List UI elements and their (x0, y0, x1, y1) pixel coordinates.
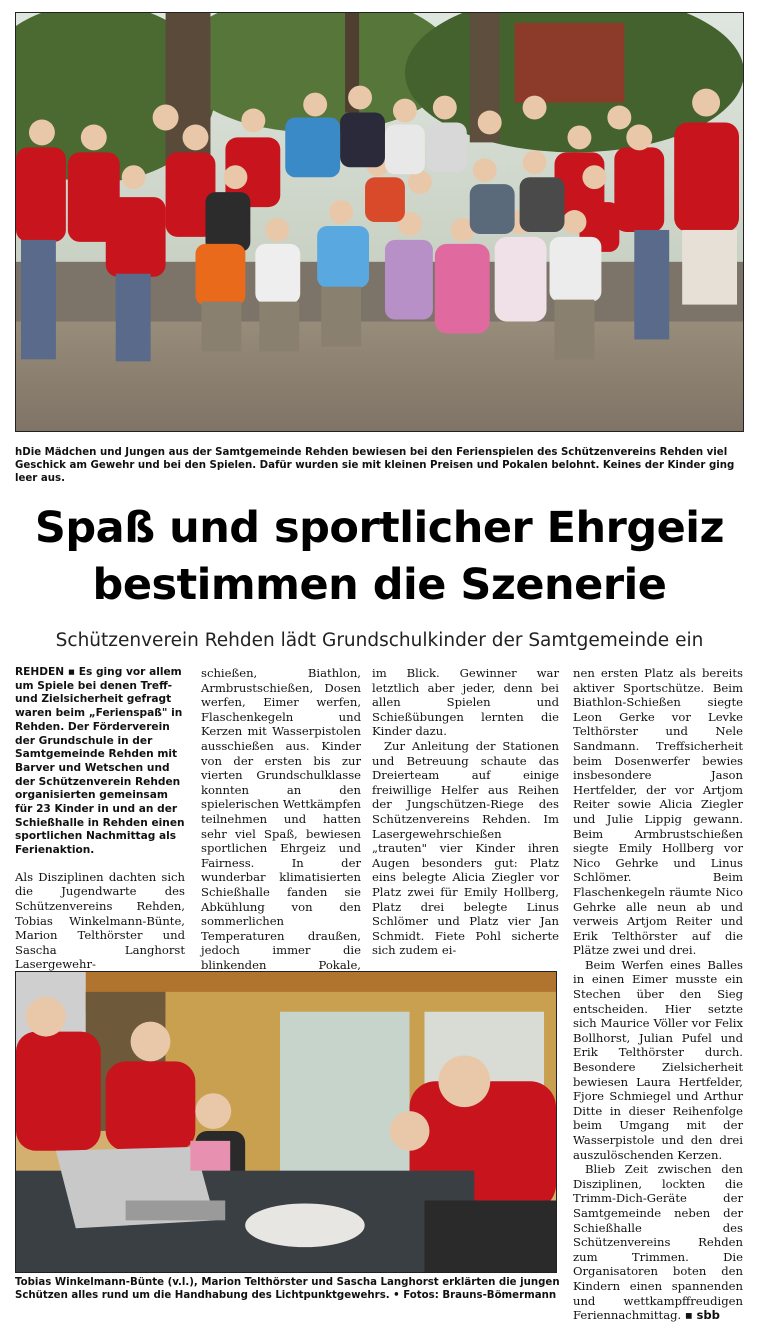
paragraph-1-continued: schießen, Biathlon, Armbrustschießen, Dosen werfen, Eimer werfen, Flaschenkegeln und Kerzen mit Wasserpistolen ausschießen aus. Kinder von der ersten bis zur vierten Grundschulklasse konnten an den spielerischen Wettkämpfen teilnehmen und hatten sehr viel Spaß, bewiesen sportlichen Ehrgeiz und Fairness. In der wunderbar klimatisierten Schießhalle fanden sie Abkühlung von den sommerlichen Temperaturen draußen, jedoch immer die blinkenden Pokale, (201, 666, 361, 972)
lead-text: Es ging vor allem um Spiele bei denen Treff- und Zielsicherheit gefragt waren beim „Ferienspaß" in Rehden. Der Förderverein der Grundschule in der Samtgemeinde Rehden mit Barver und Wetschen und der Schützenverein Rehden organisierten gemeinsam für 23 Kinder in und an der Schießhalle in Rehden einen sportlichen Nachmittag als Ferienaktion. (15, 666, 185, 857)
article-column-3 (372, 666, 559, 958)
paragraph-1: Als Disziplinen dachten sich die Jugendwarte des Schützenvereins Rehden, Tobias Winkelmann-Bünte, Marion Telthörster und Sascha Langhorst Lasergewehr- (15, 869, 185, 972)
group-photo (15, 12, 744, 432)
paragraph-4: Blieb Zeit zwischen den Disziplinen, lockten die Trimm-Dich-Geräte der Samtgemeinde neben der Schießhalle des Schützenvereins Rehden zum Trimmen. Die Organisatoren boten den Kindern einen spannenden und wettkampffreudigen Feriennachmittag. ▪ sbb (573, 1162, 743, 1323)
article-column-2 (201, 666, 361, 1002)
article-column-1 (15, 666, 185, 972)
article-column-4 (573, 666, 743, 1323)
shooting-range-illustration (16, 972, 556, 1272)
headline (10, 500, 749, 614)
headline-line-1: Spaß und sportlicher Ehrgeiz (34, 503, 725, 553)
group-photo-illustration (16, 13, 743, 431)
dateline: REHDEN (15, 666, 65, 678)
headline-line-2: bestimmen die Szenerie (92, 560, 667, 610)
author-signature: sbb (696, 1308, 720, 1323)
paragraph-3: Beim Werfen eines Balles in einen Eimer musste ein Stechen über den Sieg entscheiden. Hier setzte sich Maurice Völler vor Felix Bollhorst, Julian Pufel und Erik Telthörster durch. Besondere Zielsicherheit bewiesen Laura Hertfelder, Fjore Schmiegel und Arthur Ditte in dieser Reihenfolge beim Umgang mit der Wasserpistole und den drei auszulöschenden Kerzen. (573, 957, 743, 1162)
article-lead: REHDEN ▪ Es ging vor allem um Spiele bei denen Treff- und Zielsicherheit gefragt waren beim „Ferienspaß" in Rehden. Der Förderverein der Grundschule in der Samtgemeinde Rehden mit Barver und Wetschen und der Schützenverein Rehden organisierten gemeinsam für 23 Kinder in und an der Schießhalle in Rehden einen sportlichen Nachmittag als Ferienaktion. (15, 666, 185, 857)
subheadline: Schützenverein Rehden lädt Grundschulkinder der Samtgemeinde ein (55, 630, 704, 651)
paragraph-4-text: Blieb Zeit zwischen den Disziplinen, lockten die Trimm-Dich-Geräte der Samtgemeinde neben der Schießhalle des Schützenvereins Rehden zum Trimmen. Die Organisatoren boten den Kindern einen spannenden und wettkampffreudigen Feriennachmittag. (573, 1162, 743, 1323)
paragraph-2-continued: nen ersten Platz als bereits aktiver Sportschütze. Beim Biathlon-Schießen siegte Leon Gerke vor Levke Telthörster und Nele Sandmann. Treffsicherheit beim Dosenwerfer bewies insbesondere Jason Hertfelder, der vor Artjom Reiter sowie Alicia Ziegler und Julie Lippig gewann. Beim Armbrustschießen siegte Emily Hollberg vor Nico Gehrke und Linus Schlömer. Beim Flaschenkegeln räumte Nico Gehrke alle neun ab und verweis Artjom Reiter und Erik Telthörster auf die Plätze zwei und drei. (573, 666, 743, 958)
shooting-range-photo (15, 971, 557, 1273)
photo-caption-top: hDie Mädchen und Jungen aus der Samtgemeinde Rehden bewiesen bei den Ferienspielen des Schützenvereins Rehden viel Geschick am Gewehr und bei den Spielen. Dafür wurden sie mit kleinen Preisen und Pokalen belohnt. Keines der Kinder ging leer aus. (15, 447, 735, 484)
photo-caption-bottom: Tobias Winkelmann-Bünte (v.l.), Marion Telthörster und Sascha Langhorst erklärten die jungen Schützen alles rund um die Handhabung des Lichtpunktgewehrs. • Fotos: Brauns-Bömermann (15, 1277, 560, 1301)
paragraph-1-end: im Blick. Gewinner war letztlich aber jeder, denn bei allen Spielen und Schießübungen lernten die Kinder dazu. (372, 666, 559, 739)
paragraph-2: Zur Anleitung der Stationen und Betreuung schaute das Dreierteam auf einige freiwillige Helfer aus Reihen der Jungschützen-Riege des Schützenvereins Rehden. Im Lasergewehrschießen „trauten" vier Kinder ihren Augen besonders gut: Platz eins belegte Alicia Ziegler vor Platz zwei für Emily Hollberg, Platz drei belegte Linus Schlömer und Platz vier Jan Schmidt. Fiete Pohl sicherte sich zudem ei- (372, 738, 559, 958)
